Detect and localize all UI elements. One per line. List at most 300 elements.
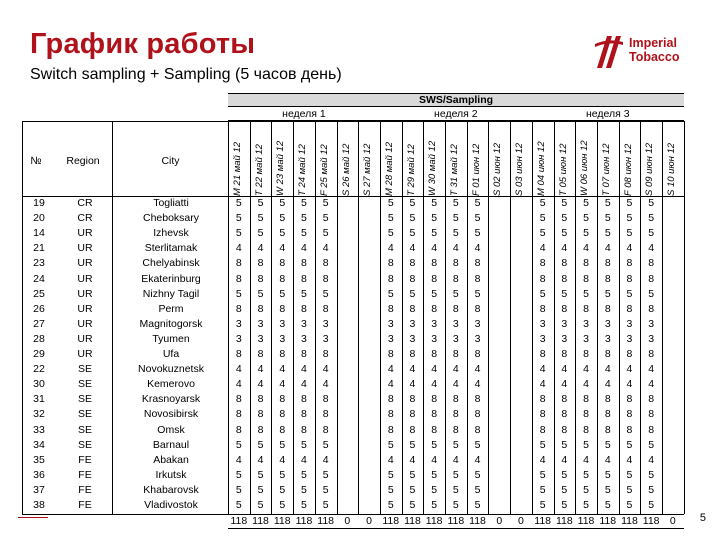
day-value: 8 (387, 302, 394, 315)
day-value: 8 (431, 257, 438, 270)
day-value: 5 (604, 212, 611, 225)
day-value: 3 (257, 332, 264, 345)
grid-vline (510, 121, 511, 514)
day-value: 8 (257, 423, 264, 436)
day-value: 5 (452, 287, 459, 300)
total-value: 118 (577, 515, 595, 528)
day-header (448, 121, 462, 196)
day-header-label: T 29 май 12 (405, 144, 417, 196)
day-value: 4 (409, 378, 416, 391)
grid-vline (402, 121, 403, 514)
day-value: 8 (583, 272, 589, 285)
day-header-label: M 28 май 12 (383, 141, 395, 196)
day-value: 5 (539, 499, 546, 511)
day-value: 5 (626, 227, 633, 240)
row-city: Togliatti (153, 197, 189, 209)
row-city: Novosibirsk (143, 408, 199, 421)
day-header (231, 121, 245, 196)
day-header-label: W 06 июн 12 (579, 140, 591, 196)
day-value: 5 (301, 483, 307, 496)
grid-vline (250, 121, 251, 514)
day-value: 5 (279, 287, 286, 300)
row-region: SE (77, 423, 92, 436)
day-value: 3 (257, 317, 264, 330)
day-value: 8 (626, 302, 633, 315)
day-value: 3 (431, 332, 438, 345)
logo-line-1: Imperial (629, 36, 677, 50)
day-value: 3 (301, 332, 307, 345)
day-value: 8 (431, 348, 438, 360)
logo-line-2: Tobacco (629, 50, 680, 64)
day-value: 8 (279, 302, 286, 315)
row-region: UR (77, 287, 93, 300)
day-value: 3 (235, 317, 242, 330)
day-value: 5 (409, 212, 416, 225)
day-value: 5 (604, 197, 611, 209)
day-value: 8 (648, 302, 655, 315)
day-header-label: T 07 июн 12 (600, 143, 612, 196)
day-value: 3 (626, 317, 633, 330)
day-value: 5 (561, 483, 568, 496)
row-region: UR (77, 272, 93, 285)
day-value: 3 (279, 317, 286, 330)
day-header-label: T 24 май 12 (297, 144, 309, 196)
day-value: 8 (539, 257, 546, 270)
day-value: 5 (431, 499, 438, 511)
total-value: 0 (344, 515, 351, 528)
day-value: 4 (626, 453, 633, 466)
day-value: 5 (409, 468, 416, 481)
day-value: 8 (626, 257, 633, 270)
day-value: 5 (626, 483, 633, 496)
total-value: 118 (273, 515, 291, 528)
grid-vline (597, 121, 598, 514)
day-value: 5 (648, 287, 655, 300)
row-number: 33 (33, 423, 45, 436)
row-number: 19 (33, 197, 45, 209)
day-value: 5 (604, 499, 611, 511)
column-header-region: Region (66, 155, 100, 167)
day-value: 5 (539, 227, 546, 240)
day-value: 5 (431, 197, 438, 209)
day-value: 5 (387, 483, 394, 496)
day-value: 5 (322, 227, 329, 240)
day-value: 8 (648, 423, 655, 436)
day-value: 5 (604, 227, 611, 240)
day-value: 8 (322, 348, 329, 360)
day-value: 4 (604, 453, 611, 466)
day-value: 3 (583, 317, 589, 330)
logo-text (629, 36, 679, 64)
row-region: UR (77, 227, 93, 240)
day-value: 5 (583, 468, 589, 481)
day-value: 4 (474, 242, 481, 255)
row-number: 29 (33, 348, 45, 360)
day-value: 5 (257, 438, 264, 451)
row-city: Perm (158, 302, 184, 315)
day-value: 8 (539, 408, 546, 421)
row-region: CR (77, 212, 93, 225)
row-city: Izhevsk (153, 227, 189, 240)
day-value: 8 (626, 408, 633, 421)
row-city: Khabarovsk (143, 483, 199, 496)
day-value: 8 (235, 408, 242, 421)
row-city: Nizhny Tagil (142, 287, 200, 300)
day-value: 5 (322, 483, 329, 496)
day-header (513, 121, 527, 196)
row-region: UR (77, 242, 93, 255)
day-value: 8 (583, 348, 589, 360)
grid-vline (467, 121, 468, 514)
day-value: 4 (604, 378, 611, 391)
day-value: 4 (583, 363, 589, 376)
day-value: 8 (583, 257, 589, 270)
day-value: 3 (452, 332, 459, 345)
row-number: 30 (33, 378, 45, 391)
day-value: 8 (648, 272, 655, 285)
column-header-no: № (30, 155, 42, 167)
day-value: 4 (322, 378, 329, 391)
day-value: 5 (387, 499, 394, 511)
column-header-city: City (161, 155, 180, 167)
day-value: 8 (409, 408, 416, 421)
day-value: 8 (604, 393, 611, 406)
day-value: 8 (539, 393, 546, 406)
day-value: 8 (648, 257, 655, 270)
day-value: 4 (648, 242, 655, 255)
day-value: 5 (387, 438, 394, 451)
day-value: 5 (431, 227, 438, 240)
page-subtitle: Switch sampling + Sampling (5 часов день) (30, 66, 342, 83)
grid-vline (358, 121, 359, 514)
row-region: SE (77, 363, 92, 376)
day-value: 4 (279, 363, 286, 376)
group-label: SWS/Sampling (418, 94, 494, 106)
row-number: 37 (33, 483, 45, 496)
row-region: FE (78, 499, 92, 511)
day-header-label: S 03 июн 12 (514, 142, 526, 196)
day-value: 8 (235, 348, 242, 360)
day-value: 8 (387, 423, 394, 436)
day-value: 8 (626, 272, 633, 285)
day-value: 5 (539, 483, 546, 496)
day-value: 3 (474, 317, 481, 330)
day-value: 8 (474, 423, 481, 436)
day-value: 8 (626, 348, 633, 360)
day-value: 4 (235, 363, 242, 376)
grid-vline (112, 121, 113, 514)
grid-vline (315, 121, 316, 514)
day-value: 5 (583, 499, 589, 511)
day-value: 5 (452, 468, 459, 481)
day-value: 4 (561, 453, 568, 466)
day-value: 4 (322, 363, 329, 376)
grid-vline (271, 121, 272, 514)
row-region: UR (77, 257, 93, 270)
day-value: 4 (431, 453, 438, 466)
day-value: 4 (626, 242, 633, 255)
row-region: CR (77, 197, 93, 209)
day-value: 8 (561, 257, 568, 270)
total-value: 118 (599, 515, 617, 528)
day-value: 8 (431, 302, 438, 315)
row-city: Krasnoyarsk (141, 393, 201, 406)
day-value: 5 (301, 468, 307, 481)
day-header (361, 121, 375, 196)
day-value: 5 (626, 468, 633, 481)
day-value: 5 (431, 483, 438, 496)
week-label: неделя 2 (434, 108, 478, 120)
day-value: 4 (452, 378, 459, 391)
day-value: 8 (279, 348, 286, 360)
day-value: 3 (452, 317, 459, 330)
day-value: 5 (409, 197, 416, 209)
day-value: 8 (279, 408, 286, 421)
day-value: 4 (561, 242, 568, 255)
day-value: 5 (387, 227, 394, 240)
day-value: 4 (235, 453, 242, 466)
day-header (426, 121, 440, 196)
row-region: UR (77, 332, 93, 345)
day-value: 5 (452, 197, 459, 209)
day-value: 5 (561, 287, 568, 300)
row-city: Barnaul (152, 438, 190, 451)
day-header (600, 121, 614, 196)
day-value: 8 (604, 272, 611, 285)
day-value: 4 (583, 242, 589, 255)
total-value: 118 (621, 515, 638, 528)
day-value: 5 (279, 197, 286, 209)
day-value: 5 (235, 197, 242, 209)
day-value: 4 (626, 378, 633, 391)
day-value: 8 (409, 257, 416, 270)
total-value: 0 (518, 515, 524, 528)
row-number: 14 (33, 227, 45, 240)
day-value: 8 (452, 423, 459, 436)
row-number: 35 (33, 453, 45, 466)
total-value: 0 (669, 515, 676, 528)
day-value: 5 (626, 438, 633, 451)
day-value: 8 (301, 393, 307, 406)
day-value: 8 (279, 393, 286, 406)
day-value: 8 (431, 408, 438, 421)
row-city: Kemerovo (147, 378, 195, 391)
day-value: 8 (409, 348, 416, 360)
total-value: 118 (404, 515, 421, 528)
day-value: 5 (474, 499, 481, 511)
day-value: 5 (409, 438, 416, 451)
page-number: 5 (699, 512, 706, 524)
day-header-label: W 30 май 12 (427, 140, 439, 196)
day-value: 4 (257, 242, 264, 255)
day-value: 5 (539, 212, 546, 225)
grid-vline (619, 121, 620, 514)
row-number: 26 (33, 302, 45, 315)
day-value: 8 (322, 408, 329, 421)
day-value: 5 (561, 468, 568, 481)
day-value: 3 (301, 317, 307, 330)
day-value: 5 (452, 483, 459, 496)
day-value: 8 (322, 272, 329, 285)
day-value: 4 (301, 453, 307, 466)
day-value: 5 (561, 197, 568, 209)
grid-vline (575, 121, 576, 514)
day-value: 8 (387, 393, 394, 406)
total-value: 118 (469, 515, 486, 528)
day-header (253, 121, 267, 196)
day-value: 4 (604, 363, 611, 376)
day-value: 8 (279, 257, 286, 270)
day-value: 8 (561, 423, 568, 436)
row-city: Abakan (153, 453, 189, 466)
day-value: 4 (279, 378, 286, 391)
day-value: 8 (387, 257, 394, 270)
day-value: 4 (387, 453, 394, 466)
day-value: 4 (322, 453, 329, 466)
grid-vline (640, 121, 641, 514)
total-value: 0 (496, 515, 503, 528)
day-value: 4 (431, 363, 438, 376)
day-value: 5 (409, 227, 416, 240)
day-value: 3 (279, 332, 286, 345)
row-city: Sterlitamak (144, 242, 198, 255)
day-value: 3 (604, 317, 611, 330)
day-value: 8 (322, 302, 329, 315)
day-value: 8 (257, 408, 264, 421)
day-value: 5 (235, 227, 242, 240)
day-header (643, 121, 657, 196)
day-value: 5 (474, 212, 481, 225)
day-value: 5 (235, 499, 242, 511)
day-value: 8 (452, 348, 459, 360)
day-value: 3 (322, 317, 329, 330)
day-value: 4 (452, 453, 459, 466)
day-value: 5 (648, 499, 655, 511)
day-value: 4 (409, 242, 416, 255)
day-value: 3 (409, 317, 416, 330)
day-value: 8 (604, 257, 611, 270)
day-value: 3 (235, 332, 242, 345)
day-value: 5 (257, 227, 264, 240)
day-header-label: S 02 июн 12 (492, 142, 504, 196)
row-number: 27 (33, 317, 45, 330)
grid-hline (22, 514, 684, 515)
row-number: 38 (33, 499, 45, 511)
row-number: 24 (33, 272, 45, 285)
total-value: 118 (555, 515, 573, 528)
day-header-label: T 31 май 12 (449, 144, 460, 196)
day-value: 8 (648, 393, 655, 406)
day-value: 8 (474, 393, 481, 406)
day-value: 8 (561, 302, 568, 315)
day-value: 4 (474, 453, 481, 466)
day-value: 5 (322, 468, 329, 481)
row-city: Tyumen (152, 332, 190, 345)
day-value: 5 (387, 287, 394, 300)
day-header (383, 121, 397, 196)
day-value: 5 (322, 287, 329, 300)
day-value: 8 (539, 302, 546, 315)
day-value: 8 (257, 348, 264, 360)
day-value: 4 (561, 378, 568, 391)
grid-vline (423, 121, 424, 514)
day-value: 5 (257, 468, 264, 481)
day-value: 4 (648, 453, 655, 466)
day-value: 8 (409, 393, 416, 406)
day-value: 8 (387, 408, 394, 421)
day-value: 8 (301, 302, 307, 315)
grid-vline (293, 121, 294, 514)
day-value: 4 (301, 363, 307, 376)
day-header (274, 121, 288, 196)
day-value: 3 (604, 332, 611, 345)
row-region: UR (77, 317, 93, 330)
row-number: 23 (33, 257, 45, 270)
day-value: 5 (539, 287, 546, 300)
day-value: 5 (452, 499, 459, 511)
day-value: 4 (539, 453, 546, 466)
day-value: 8 (583, 302, 589, 315)
day-value: 4 (387, 363, 394, 376)
day-value: 8 (539, 348, 546, 360)
day-value: 8 (257, 272, 264, 285)
day-value: 4 (561, 363, 568, 376)
day-value: 5 (648, 212, 655, 225)
row-number: 21 (33, 242, 45, 255)
total-value: 118 (295, 515, 313, 528)
day-value: 5 (474, 227, 481, 240)
day-value: 5 (604, 287, 611, 300)
day-value: 5 (279, 468, 286, 481)
day-value: 5 (322, 197, 329, 209)
day-header-label: T 22 май 12 (253, 144, 265, 196)
day-value: 5 (626, 287, 633, 300)
day-value: 4 (387, 378, 394, 391)
day-value: 8 (604, 348, 611, 360)
day-value: 5 (431, 212, 438, 225)
row-region: FE (78, 453, 92, 466)
total-value: 118 (642, 515, 660, 528)
day-value: 8 (431, 423, 438, 436)
row-city: Chelyabinsk (142, 257, 200, 270)
row-city: Magnitogorsk (139, 317, 203, 330)
day-value: 5 (561, 212, 568, 225)
grid-vline (684, 121, 685, 514)
day-value: 8 (322, 393, 329, 406)
grid-vline (445, 121, 446, 514)
day-value: 5 (648, 227, 655, 240)
day-value: 5 (474, 468, 481, 481)
day-value: 4 (257, 378, 264, 391)
day-value: 8 (474, 257, 481, 270)
week-label: неделя 1 (282, 108, 326, 120)
day-value: 4 (279, 242, 286, 255)
day-header-label: S 27 май 12 (362, 143, 374, 196)
day-value: 5 (561, 227, 568, 240)
day-value: 3 (431, 317, 438, 330)
day-value: 3 (387, 317, 394, 330)
row-city: Ufa (162, 348, 180, 360)
grid-hline (22, 196, 684, 197)
day-value: 4 (257, 363, 264, 376)
day-header (557, 121, 571, 196)
day-value: 5 (279, 227, 286, 240)
day-value: 5 (301, 287, 307, 300)
day-header (296, 121, 310, 196)
total-value: 118 (230, 515, 248, 528)
day-value: 5 (257, 287, 264, 300)
day-header-label: S 09 июн 12 (644, 142, 656, 196)
